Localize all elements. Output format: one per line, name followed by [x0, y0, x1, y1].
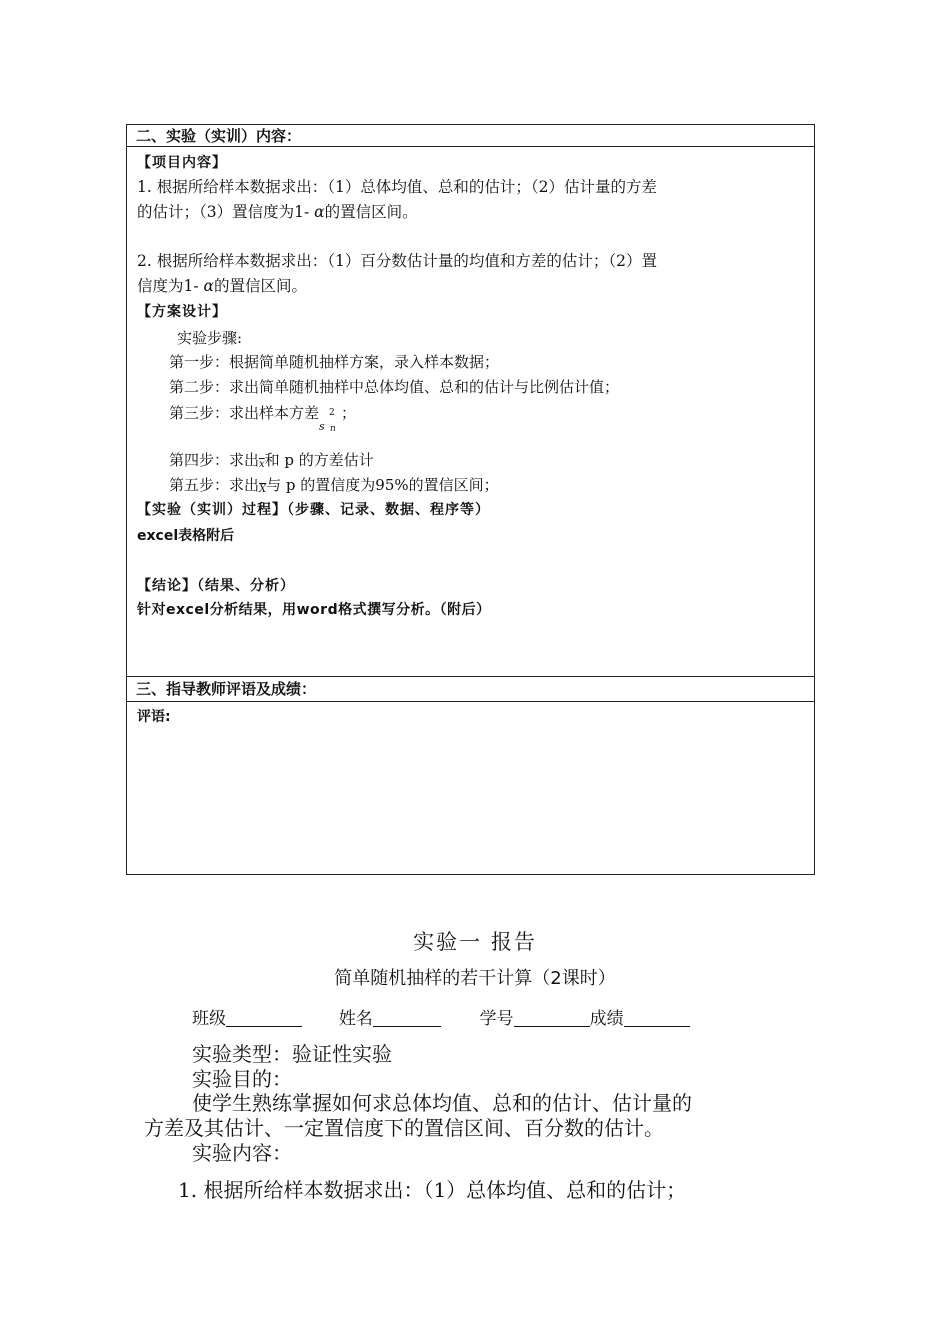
- id-blank: [514, 1010, 590, 1027]
- step3-text: 第三步：求出样本方差: [169, 404, 320, 422]
- item1-line1: 1. 根据所给样本数据求出：（1）总体均值、总和的估计；（2）估计量的方差: [137, 178, 657, 196]
- report-subtitle: 简单随机抽样的若干计算（2课时）: [334, 968, 616, 989]
- section3-heading: 三、指导教师评语及成绩：: [127, 677, 814, 702]
- content-line1: 1. 根据所给样本数据求出：（1）总体均值、总和的估计；: [178, 1178, 687, 1202]
- process-title: 【实验（实训）过程】（步骤、记录、数据、程序等）: [137, 502, 490, 518]
- student-info-line: [192, 1004, 690, 1029]
- section2-heading: 二、实验（实训）内容：: [127, 125, 814, 147]
- step4: [169, 449, 374, 470]
- step5: [169, 474, 499, 495]
- report-title: 实验一 报告: [413, 930, 537, 954]
- item2-text: [137, 249, 807, 299]
- step5-text-b: 与 p 的置信度为95%的置信区间；: [266, 476, 499, 494]
- alpha-symbol: α: [314, 203, 325, 221]
- x-bar-symbol: $\overline{x}$: [259, 459, 265, 470]
- comment-label: 评语:: [137, 709, 171, 725]
- section2-content-cell: [127, 147, 814, 677]
- type-label: 实验类型：: [192, 1042, 292, 1066]
- step3: [169, 402, 356, 436]
- step2: 第二步：求出简单随机抽样中总体均值、总和的估计与比例估计值；: [169, 378, 620, 396]
- item1-text: [137, 175, 807, 225]
- experiment-table: [126, 124, 815, 875]
- variance-sup: 2: [329, 408, 335, 418]
- class-label: 班级: [192, 1009, 226, 1029]
- name-label: 姓名: [338, 1009, 373, 1029]
- grade-label: 成绩: [589, 1009, 624, 1029]
- X-bar-symbol: $\overline{X}$: [259, 484, 267, 495]
- design-title: 【方案设计】: [137, 304, 227, 320]
- id-label: 学号: [479, 1009, 514, 1029]
- name-blank: [373, 1010, 441, 1027]
- item2-line2: 信度为1-: [137, 277, 204, 295]
- step5-text-a: 第五步：求出: [169, 476, 260, 494]
- sample-variance-symbol: [319, 406, 341, 436]
- purpose-line2: 方差及其估计、一定置信度下的置信区间、百分数的估计。: [144, 1116, 664, 1140]
- step1: 第一步：根据简单随机抽样方案，录入样本数据；: [169, 353, 500, 371]
- item1-line2: 的估计；（3）置信度为1-: [137, 203, 315, 221]
- content-label: 实验内容：: [192, 1141, 292, 1165]
- process-text: excel表格附后: [137, 528, 235, 544]
- purpose-line1: 使学生熟练掌握如何求总体均值、总和的估计、估计量的: [192, 1091, 692, 1115]
- type-value: 验证性实验: [292, 1042, 392, 1066]
- variance-s: s: [319, 420, 325, 433]
- item2-line1: 2. 根据所给样本数据求出：（1）百分数估计量的均值和方差的估计；（2）置: [137, 252, 657, 270]
- project-content-title: 【项目内容】: [137, 155, 227, 171]
- step4-text-b: 和 p 的方差估计: [264, 451, 374, 469]
- comment-cell: [127, 702, 814, 874]
- item1-line2-end: 的置信区间。: [324, 203, 418, 221]
- step4-text-a: 第四步：求出: [169, 451, 260, 469]
- conclusion-title: 【结论】（结果、分析）: [137, 578, 295, 594]
- class-blank: [226, 1010, 302, 1027]
- variance-sub: n: [330, 424, 336, 434]
- purpose-label: 实验目的：: [192, 1067, 292, 1091]
- conclusion-text: 针对excel分析结果，用word格式撰写分析。（附后）: [137, 602, 491, 618]
- alpha-symbol: α: [203, 277, 214, 295]
- step3-end: ；: [341, 404, 357, 422]
- grade-blank: [624, 1010, 690, 1027]
- steps-label: 实验步骤:: [177, 329, 243, 347]
- item2-line2-end: 的置信区间。: [214, 277, 308, 295]
